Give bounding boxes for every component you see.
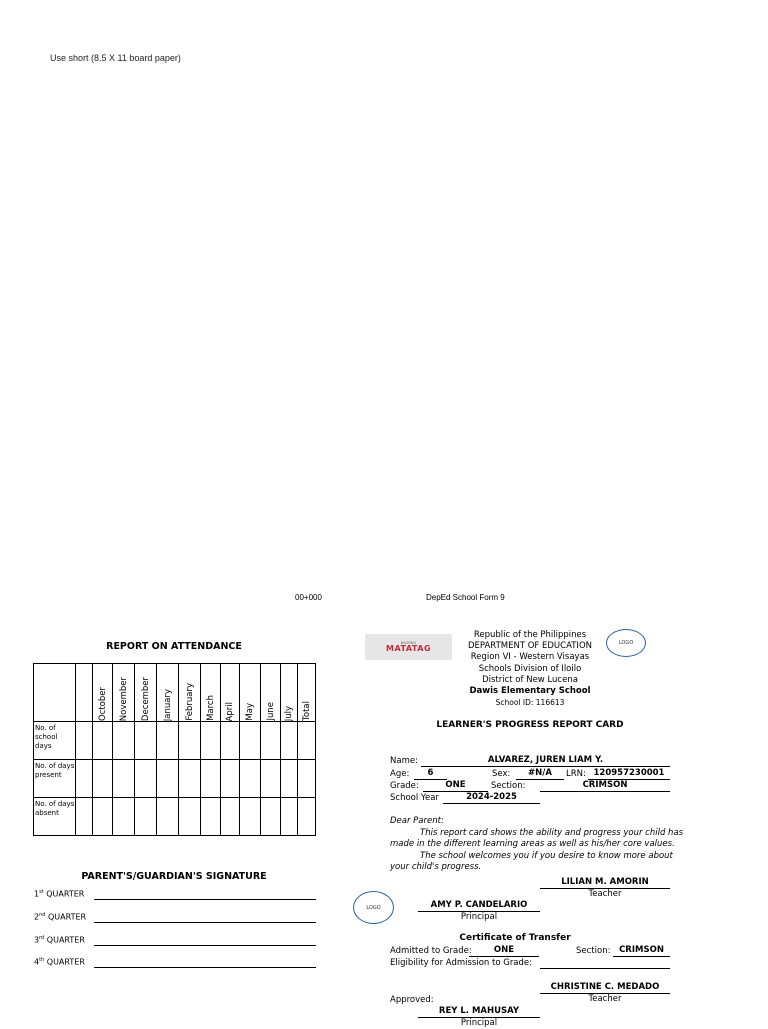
eligibility-label: Eligibility for Admission to Grade: [390,958,533,968]
department-line: DEPARTMENT OF EDUCATION [467,641,592,652]
learner-name: ALVAREZ, JUREN LIAM Y. [421,755,670,767]
row-label: No. of days absent [34,798,76,836]
logo-placeholder: LOGO [353,891,394,924]
name-label: Name: [390,756,418,766]
republic-line: Republic of the Philippines [473,630,587,640]
month-header: December [135,664,157,722]
section-label: Section: [491,781,526,791]
region-line: Region VI - Western Visayas [470,652,590,663]
signature-line[interactable] [94,899,316,900]
attendance-row [34,760,316,798]
district-line: District of New Lucena [482,674,578,685]
admitted-grade: ONE [469,945,539,957]
signature-line[interactable] [94,922,316,923]
signature-line[interactable] [94,945,316,946]
school-id: School ID: 116613 [495,698,565,708]
teacher-role: Teacher [588,889,622,899]
school-name: Dawis Elementary School [469,686,591,697]
quarter-label: 1st QUARTER [34,889,85,899]
month-header: February [179,664,201,722]
attendance-header-row [34,664,316,722]
transfer-section: CRIMSON [613,945,670,957]
quarter-label: 2nd QUARTER [34,912,87,922]
division-line: Schools Division of Iloilo [478,663,582,674]
school-year-label: School Year [390,793,439,803]
month-header: April [221,664,240,722]
attendance-row [34,798,316,836]
school-logo-placeholder: LOGO [606,629,646,657]
salutation: Dear Parent: [390,816,444,826]
lrn-value: 120957230001 [588,768,670,780]
row-label: No. of days present [34,760,76,798]
paper-size-note: Use short (8.5 X 11 board paper) [50,53,181,63]
transfer-principal-role: Principal [460,1018,498,1028]
attendance-row [34,722,316,760]
attendance-corner-cell [34,664,76,722]
letter-paragraph: This report card shows the ability and progress your child has made in the different learning areas as well as his/her core values. [390,827,684,849]
attendance-table [33,663,316,836]
letter-paragraph: The school welcomes you if you desire to know more about your child's progress. [390,850,673,872]
month-header: October [93,664,113,722]
month-header: May [240,664,261,722]
transfer-principal-name: REY L. MAHUSAY [418,1006,540,1018]
eligibility-field[interactable] [540,957,670,969]
month-header: March [201,664,221,722]
teacher-name: LILIAN M. AMORIN [540,877,670,889]
month-header: November [113,664,135,722]
report-card-title: LEARNER'S PROGRESS REPORT CARD [436,720,624,730]
form-name: DepEd School Form 9 [426,593,505,602]
row-label: No. of school days [34,722,76,760]
dear-parent-letter [390,816,690,874]
school-header [460,630,600,708]
attendance-title: REPORT ON ATTENDANCE [106,641,242,652]
transfer-section-label: Section: [576,946,611,956]
admitted-label: Admitted to Grade: [390,946,472,956]
lrn-label: LRN: [566,769,586,779]
sex-label: Sex: [492,769,511,779]
signature-line[interactable] [94,967,316,968]
grade-label: Grade: [390,781,419,791]
principal-role: Principal [460,912,498,922]
signature-title: PARENT'S/GUARDIAN'S SIGNATURE [81,871,267,882]
transfer-teacher-name: CHRISTINE C. MEDADO [540,982,670,994]
sex-value: #N/A [516,768,564,780]
form-code: 00+000 [295,593,322,602]
month-header: January [157,664,179,722]
certificate-title: Certificate of Transfer [459,933,571,943]
month-header: July [281,664,298,722]
section-value: CRIMSON [540,780,670,792]
grade-value: ONE [423,780,488,792]
matatag-logo: BAGONG MATATAG [365,634,452,660]
transfer-teacher-role: Teacher [588,994,622,1004]
month-header: Total [298,664,316,722]
quarter-label: 3rd QUARTER [34,935,85,945]
month-header: June [261,664,281,722]
quarter-label: 4th QUARTER [34,957,85,967]
age-value: 6 [414,768,447,780]
attendance-blank-cell [76,664,93,722]
principal-name: AMY P. CANDELARIO [418,900,540,912]
approved-label: Approved: [390,995,434,1005]
school-year-value: 2024-2025 [443,792,540,804]
age-label: Age: [390,769,410,779]
